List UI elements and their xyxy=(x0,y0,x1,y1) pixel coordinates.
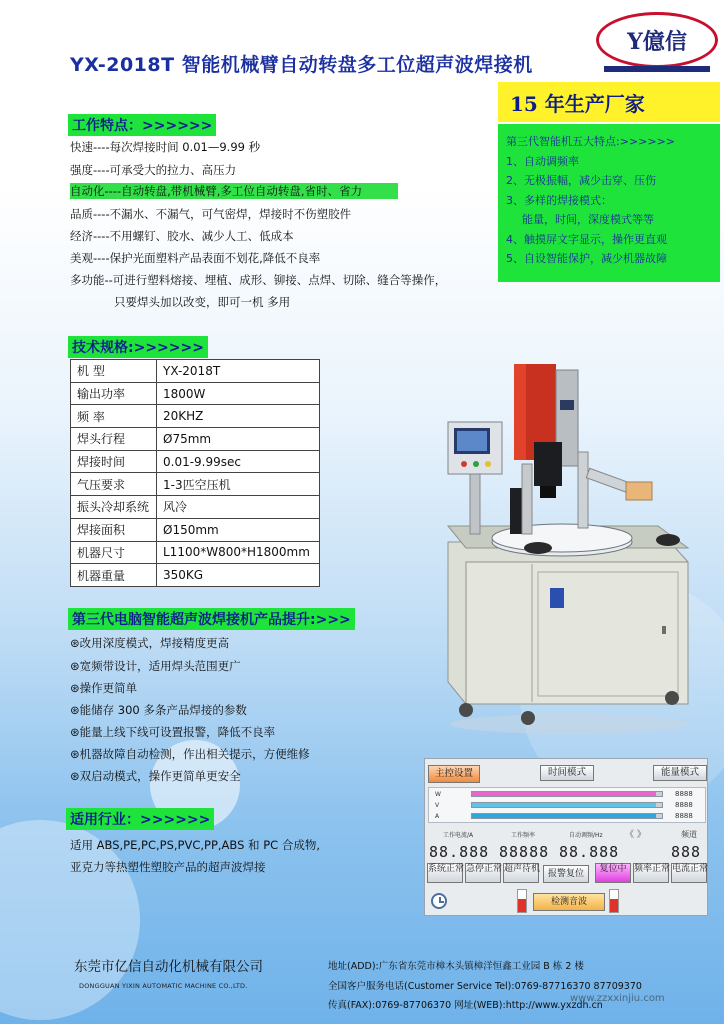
welding-machine-illustration xyxy=(440,352,694,740)
generation-heading: 第三代智能机五大特点:>>>>>> xyxy=(506,135,676,148)
table-row xyxy=(71,541,320,564)
hmi-touchscreen xyxy=(424,758,708,916)
page-title: YX-2018T 智能机械臂自动转盘多工位超声波焊接机 xyxy=(70,54,533,76)
spec-value: 20KHZ xyxy=(157,405,320,428)
table-row xyxy=(71,428,320,451)
channel-bar-v xyxy=(471,802,663,808)
specs-heading: 技术规格:>>>>>> xyxy=(68,336,208,358)
channel-bar-a-fill xyxy=(472,814,656,818)
table-row xyxy=(71,473,320,496)
ultrasonic-standby-button[interactable]: 超声待机 xyxy=(503,863,539,883)
logo-text: Y億信 xyxy=(627,28,687,55)
company-name-en: DONGGUAN YIXIN AUTOMATIC MACHINE CO.,LTD. xyxy=(79,982,248,990)
industry-line: 适用 ABS,PE,PC,PS,PVC,PP,ABS 和 PC 合成物, xyxy=(70,838,320,852)
spec-key: 振头冷却系统 xyxy=(71,496,157,519)
upgrade-line: ⊛双启动模式，操作更简单更安全 xyxy=(70,769,241,783)
spec-table xyxy=(70,359,320,587)
spec-value: 0.01-9.99sec xyxy=(157,450,320,473)
feature-line: 快速----每次焊接时间 0.01—9.99 秒 xyxy=(70,140,261,154)
address: 地址(ADD):广东省东莞市樟木头镇樟洋恒鑫工业园 B 栋 2 楼 xyxy=(328,961,584,972)
table-row xyxy=(71,496,320,519)
channel-bar-v-fill xyxy=(472,803,656,807)
features-heading: 工作特点：>>>>>> xyxy=(68,114,216,136)
generation-features xyxy=(498,124,720,282)
table-row xyxy=(71,382,320,405)
table-row xyxy=(71,405,320,428)
field-label: 自动调频/Hz xyxy=(569,832,603,839)
industry-heading: 适用行业：>>>>>> xyxy=(66,808,214,830)
clock-icon xyxy=(431,893,447,909)
field-label: 工作电流/A xyxy=(443,832,474,839)
spec-key: 焊接面积 xyxy=(71,518,157,541)
service-phone: 全国客户服务电话(Customer Service Tel):0769-87716370 87709370 xyxy=(328,981,642,992)
field-label: 工作频率 xyxy=(511,832,536,839)
detect-wave-button[interactable]: 检测音波 xyxy=(533,893,605,911)
industry-line: 亚克力等热塑性塑胶产品的超声波焊接 xyxy=(70,860,266,874)
current-readout: 88.888 xyxy=(429,843,490,861)
spec-value: YX-2018T xyxy=(157,360,320,383)
upgrade-line: ⊛能储存 300 多条产品焊接的参数 xyxy=(70,703,247,717)
channel-readout-main: 888 xyxy=(671,843,702,861)
feature-line: 经济----不用螺钉、胶水、减少人工、低成本 xyxy=(70,229,294,243)
spec-value: 风冷 xyxy=(157,496,320,519)
feature-line-highlight: 自动化----自动转盘,带机械臂,多工位自动转盘,省时、省力 xyxy=(70,183,398,199)
feature-line: 品质----不漏水、不漏气，可气密焊，焊接时不伤塑胶件 xyxy=(70,207,352,221)
feature-line: 美观----保护光面塑料产品表面不划花,降低不良率 xyxy=(70,251,321,265)
company-name-cn: 东莞市亿信自动化机械有限公司 xyxy=(74,959,263,975)
alarm-reset-button[interactable]: 报警复位 xyxy=(543,865,589,883)
resetting-button[interactable]: 复位中 xyxy=(595,863,631,883)
channel-readout: 8888 xyxy=(675,812,693,820)
spec-key: 焊接时间 xyxy=(71,450,157,473)
upgrade-line: ⊛操作更简单 xyxy=(70,681,138,695)
generation-line: 4、触摸屏文字显示，操作更直观 xyxy=(506,232,667,246)
channel-readout: 8888 xyxy=(675,790,693,798)
channel-bar-a xyxy=(471,813,663,819)
spec-value: Ø150mm xyxy=(157,518,320,541)
channel-label-a: A xyxy=(435,813,440,820)
spec-value: 350KG xyxy=(157,564,320,587)
nav-arrows[interactable]: 《 》 xyxy=(625,830,646,840)
generation-line: 3、多样的焊接模式： xyxy=(506,193,612,207)
system-normal-button[interactable]: 系统正常 xyxy=(427,863,463,883)
channel-bars xyxy=(428,787,706,823)
spec-key: 机 型 xyxy=(71,360,157,383)
fax-web: 传真(FAX):0769-87706370 网址(WEB):http://www.yxzdh.cn xyxy=(328,1000,603,1011)
generation-line: 5、自设智能保护，减少机器故障 xyxy=(506,252,667,265)
channel-bar-w xyxy=(471,791,663,797)
channel-bar-w-fill xyxy=(472,792,656,796)
channel-label-v: V xyxy=(435,802,440,809)
upgrade-heading: 第三代电脑智能超声波焊接机产品提升:>>> xyxy=(68,608,355,630)
table-row xyxy=(71,564,320,587)
logo-underline xyxy=(604,66,710,72)
field-label: 频道 xyxy=(681,830,697,839)
table-row xyxy=(71,360,320,383)
generation-line: 能量，时间，深度模式等等 xyxy=(522,213,654,226)
level-indicator-right xyxy=(609,889,619,913)
feature-line: 多功能--可进行塑料熔接、埋植、成形、铆接、点焊、切除、缝合等操作， xyxy=(70,273,447,287)
spec-key: 输出功率 xyxy=(71,382,157,405)
spec-value: L1100*W800*H1800mm xyxy=(157,541,320,564)
table-row xyxy=(71,518,320,541)
years-banner: 15 年生产厂家 xyxy=(498,82,720,122)
spec-key: 焊头行程 xyxy=(71,428,157,451)
upgrade-line: ⊛宽频带设计，适用焊头范围更广 xyxy=(70,659,241,673)
frequency-readout: 88888 xyxy=(499,843,550,861)
level-indicator-left xyxy=(517,889,527,913)
spec-value: Ø75mm xyxy=(157,428,320,451)
spec-key: 气压要求 xyxy=(71,473,157,496)
generation-line: 2、无极振幅，减少击穿、压伤 xyxy=(506,174,656,187)
frequency-normal-button[interactable]: 频率正常 xyxy=(633,863,669,883)
spec-key: 频 率 xyxy=(71,405,157,428)
auto-frequency-readout: 88.888 xyxy=(559,843,620,861)
spec-value: 1800W xyxy=(157,382,320,405)
feature-line: 强度----可承受大的拉力、高压力 xyxy=(70,163,237,177)
channel-readout: 8888 xyxy=(675,801,693,809)
generation-line: 1、自动调频率 xyxy=(506,154,579,168)
feature-line: 只要焊头加以改变，即可一机 多用 xyxy=(114,295,291,309)
channel-label-w: W xyxy=(435,791,441,798)
spec-key: 机器尺寸 xyxy=(71,541,157,564)
watermark: www.zzxxinjiu.com xyxy=(570,993,665,1004)
upgrade-line: ⊛机器故障自动检测，作出相关提示，方便维修 xyxy=(70,747,310,761)
estop-normal-button[interactable]: 急停正常 xyxy=(465,863,501,883)
tab-main-settings[interactable]: 主控设置 xyxy=(428,765,480,783)
current-normal-button[interactable]: 电流正常 xyxy=(671,863,707,883)
upgrade-line: ⊛能量上线下线可设置报警，降低不良率 xyxy=(70,725,276,739)
tab-time-mode[interactable]: 时间模式 xyxy=(540,765,594,781)
table-row xyxy=(71,450,320,473)
spec-value: 1-3匹空压机 xyxy=(157,473,320,496)
tab-energy-mode[interactable]: 能量模式 xyxy=(653,765,707,781)
company-logo xyxy=(596,12,718,68)
spec-key: 机器重量 xyxy=(71,564,157,587)
upgrade-line: ⊛改用深度模式，焊接精度更高 xyxy=(70,636,230,650)
